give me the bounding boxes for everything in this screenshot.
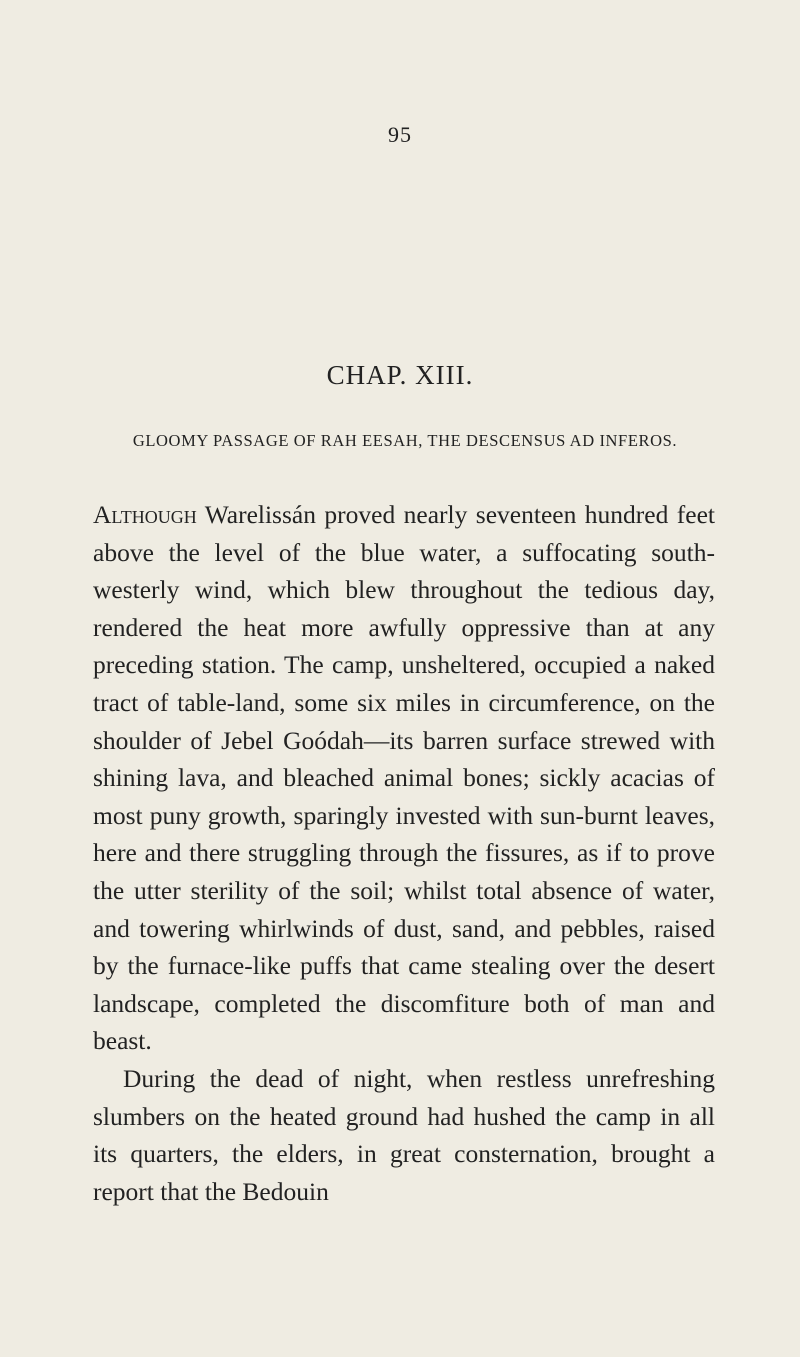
page-number: 95 [388,122,412,147]
lead-word: Although [93,500,197,529]
chapter-subtitle: GLOOMY PASSAGE OF RAH EESAH, THE DESCENSUS AD INFEROS. [132,431,678,450]
paragraph-1 [93,496,715,1060]
paragraph-1-text: Warelissán proved nearly seventeen hundred feet above the level of the blue water, a suffocating south-westerly wind, which blew throughout the tedious day, rendered the heat more awfully oppressive than at any preceding station. The camp, unsheltered, occupied a naked tract of table-land, some six miles in circumference, on the shoulder of Jebel Goódah—its barren surface strewed with shining lava, and bleached animal bones; sickly acacias of most puny growth, sparingly invested with sun-burnt leaves, here and there struggling through the fissures, as if to prove the utter sterility of the soil; whilst total absence of water, and towering whirlwinds of dust, sand, and pebbles, raised by the furnace-like puffs that came stealing over the desert landscape, completed the discomfiture both of man and beast. [93,500,715,1056]
chapter-title: CHAP. XIII. [326,360,474,390]
body-text [93,496,715,1210]
paragraph-2: During the dead of night, when restless unrefreshing slumbers on the heated ground had hushed the camp in all its quarters, the elders, in great consternation, brought a report that the Bedouin [93,1063,715,1206]
